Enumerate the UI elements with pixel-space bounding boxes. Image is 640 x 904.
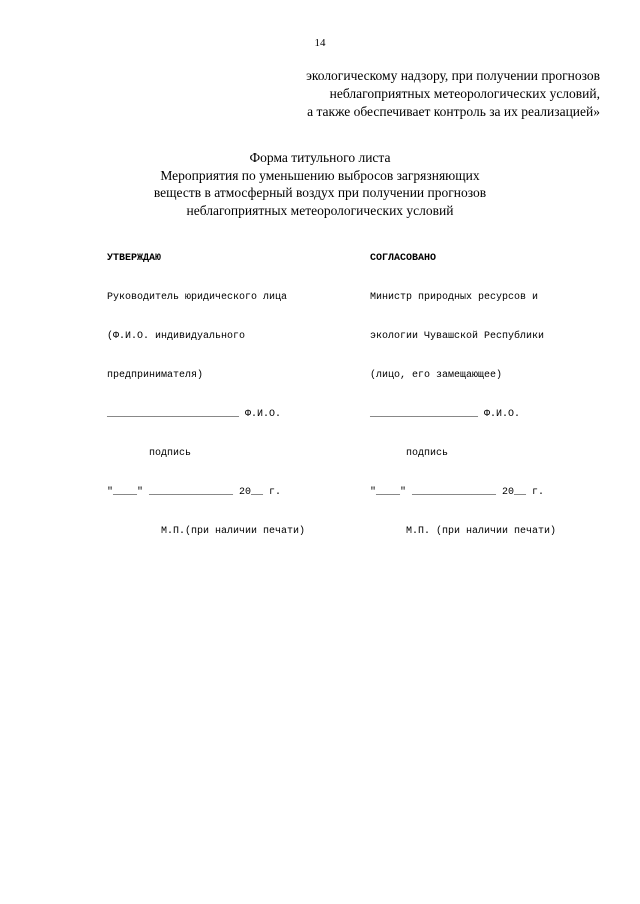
agree-block bbox=[370, 226, 556, 564]
agree-signature-caption: подпись bbox=[370, 448, 449, 459]
form-title-line: Мероприятия по уменьшению выбросов загрязняющих bbox=[160, 167, 480, 183]
continuation-paragraph bbox=[306, 67, 600, 121]
continuation-line: неблагоприятных метеорологических условий, bbox=[329, 86, 600, 101]
form-title-line: неблагоприятных метеорологических условий bbox=[186, 202, 454, 218]
form-title-line: Форма титульного листа bbox=[249, 150, 391, 165]
agree-heading: СОГЛАСОВАНО bbox=[370, 253, 437, 264]
approve-signature-caption: подпись bbox=[107, 448, 192, 459]
form-title bbox=[0, 149, 640, 219]
agree-line: (лицо, его замещающее) bbox=[370, 370, 503, 381]
agree-date-line: "____" ______________ 20__ г. bbox=[370, 487, 545, 498]
approve-date-line: "____" ______________ 20__ г. bbox=[107, 487, 282, 498]
agree-line: экологии Чувашской Республики bbox=[370, 331, 545, 342]
page-number: 14 bbox=[314, 37, 326, 49]
continuation-line: экологическому надзору, при получении прогнозов bbox=[306, 68, 600, 83]
approve-line: Руководитель юридического лица bbox=[107, 292, 288, 303]
approve-line: предпринимателя) bbox=[107, 370, 204, 381]
approve-heading: УТВЕРЖДАЮ bbox=[107, 253, 162, 264]
form-title-line: веществ в атмосферный воздух при получении прогнозов bbox=[153, 185, 487, 200]
approve-line: (Ф.И.О. индивидуального bbox=[107, 331, 246, 342]
agree-stamp-note: М.П. (при наличии печати) bbox=[370, 526, 557, 537]
agree-line: Министр природных ресурсов и bbox=[370, 292, 539, 303]
approve-signature-line: ______________________ Ф.И.О. bbox=[107, 409, 282, 420]
continuation-line: а также обеспечивает контроль за их реализацией» bbox=[307, 104, 600, 119]
approve-stamp-note: М.П.(при наличии печати) bbox=[107, 526, 306, 537]
agree-signature-line: __________________ Ф.И.О. bbox=[370, 409, 521, 420]
approve-block bbox=[107, 226, 305, 564]
